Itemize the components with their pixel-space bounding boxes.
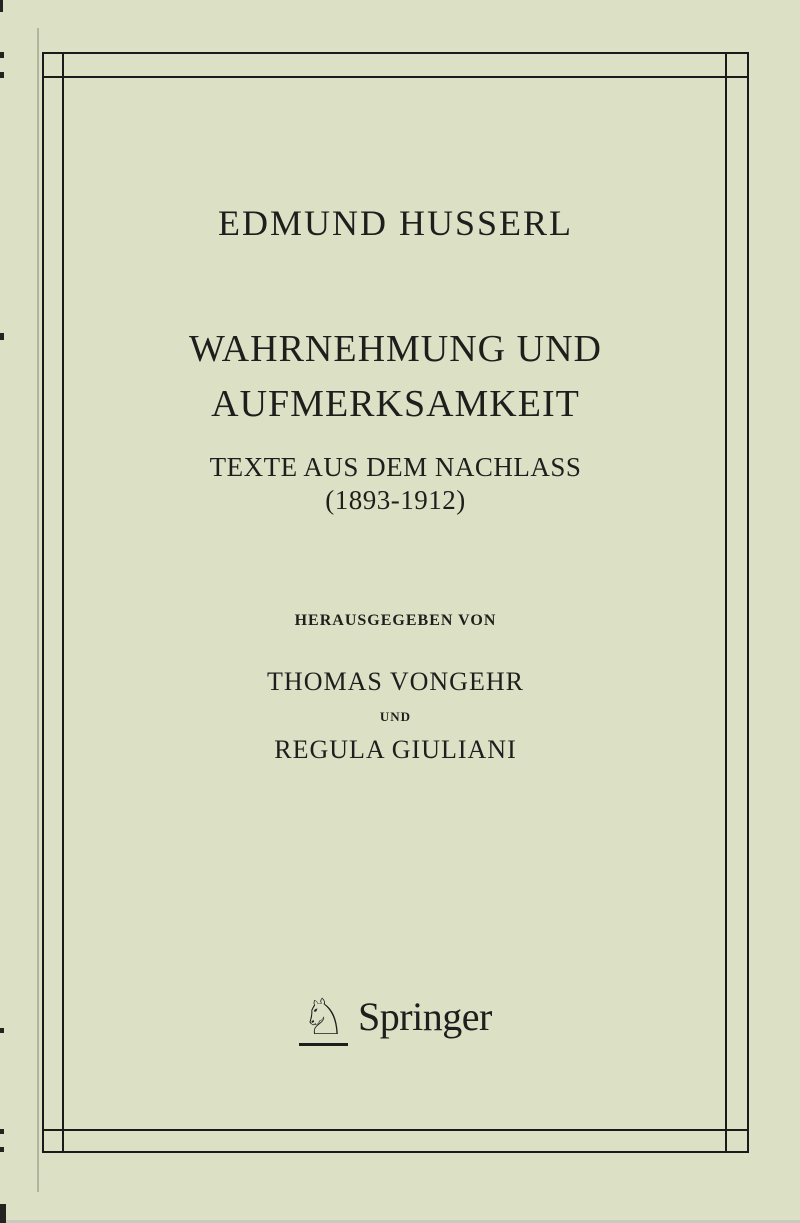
book-title: [42, 322, 749, 432]
book-title-line-2: AUFMERKSAMKEIT: [211, 383, 580, 425]
editors-conjunction: UND: [379, 709, 412, 724]
book-subtitle-line-2: (1893-1912): [325, 485, 466, 515]
scan-artifact-mark: [0, 1129, 4, 1134]
scan-artifact-mark: [0, 72, 4, 78]
scan-artifact-mark: [0, 1028, 4, 1033]
book-subtitle: [42, 451, 749, 517]
publisher-logo: [42, 988, 749, 1046]
scan-artifact-mark: [0, 52, 4, 58]
author-name: EDMUND HUSSERL: [217, 203, 574, 243]
publisher-name: Springer: [358, 994, 492, 1039]
scan-artifact-mark: [0, 1147, 4, 1152]
book-title-line-1: WAHRNEHMUNG UND: [189, 328, 602, 370]
editor-name-2: REGULA GIULIANI: [274, 735, 517, 764]
editor-name-1: THOMAS VONGEHR: [267, 667, 524, 696]
scan-artifact-mark: [0, 333, 4, 340]
editor-intro: HERAUSGEGEBEN VON: [294, 612, 497, 629]
scan-artifact-mark: [0, 0, 3, 12]
scan-artifact-mark: [0, 1204, 6, 1223]
page-edge-line: [37, 28, 39, 1192]
book-subtitle-line-1: TEXTE AUS DEM NACHLASS: [209, 452, 582, 482]
cover-content: [42, 0, 749, 1223]
springer-knight-icon: ♘: [301, 988, 347, 1046]
